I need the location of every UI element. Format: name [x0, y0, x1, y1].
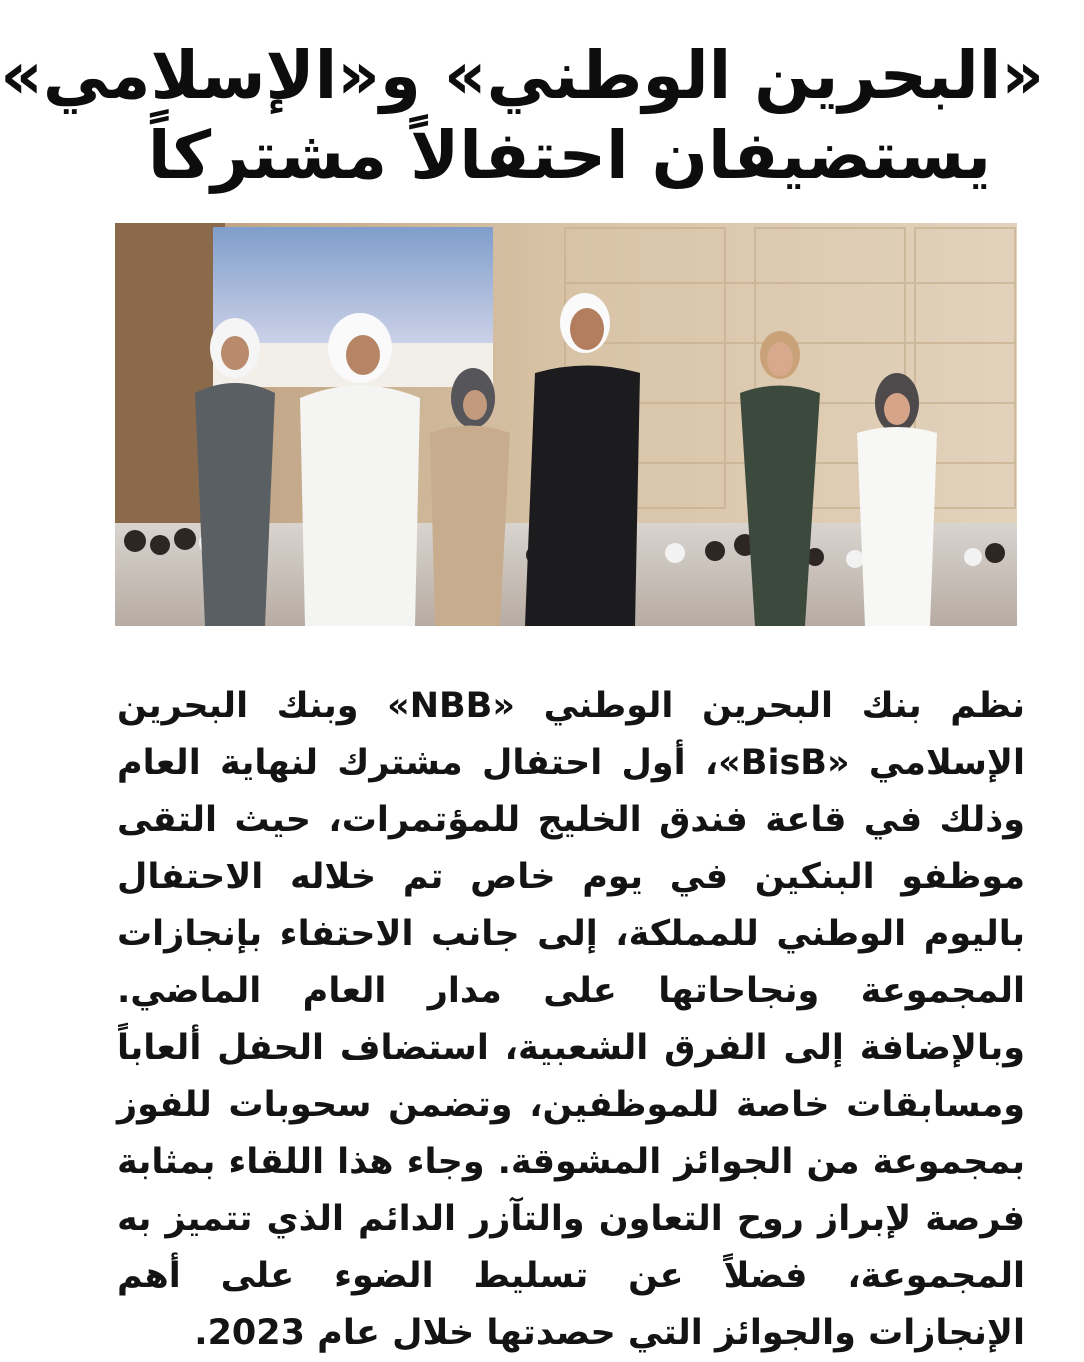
- article-body: نظم بنك البحرين الوطني «NBB» وبنك البحرين الإسلامي «BisB»، أول احتفال مشترك لنهاية العام وذلك في قاعة فندق الخليج للمؤتمرات، حيث التقى موظفو البنكين في يوم خاص تم خلاله الاحتفال باليوم الوطني للمملكة، إلى جانب الاحتفاء بإنجازات المجموعة ونجاحاتها على مدار العام الماضي. وبالإضافة إلى الفرق الشعبية، استضاف الحفل ألعاباً ومسابقات خاصة للموظفين، وتضمن سحوبات للفوز بمجموعة من الجوائز المشوقة. وجاء هذا اللقاء بمثابة فرصة لإبراز روح التعاون والتآزر الدائم الذي تتميز به المجموعة، فضلاً عن تسليط الضوء على أهم الإنجازات والجوائز التي حصدتها خلال عام 2023.: [117, 686, 1025, 1353]
- event-photo: [115, 223, 1017, 626]
- headline-line-2: يستضيفان احتفالاً مشتركاً: [147, 117, 992, 194]
- headline: [0, 36, 1044, 196]
- event-photo-icon: [115, 223, 1017, 626]
- headline-line-1: «البحرين الوطني» و«الإسلامي»: [0, 37, 1044, 114]
